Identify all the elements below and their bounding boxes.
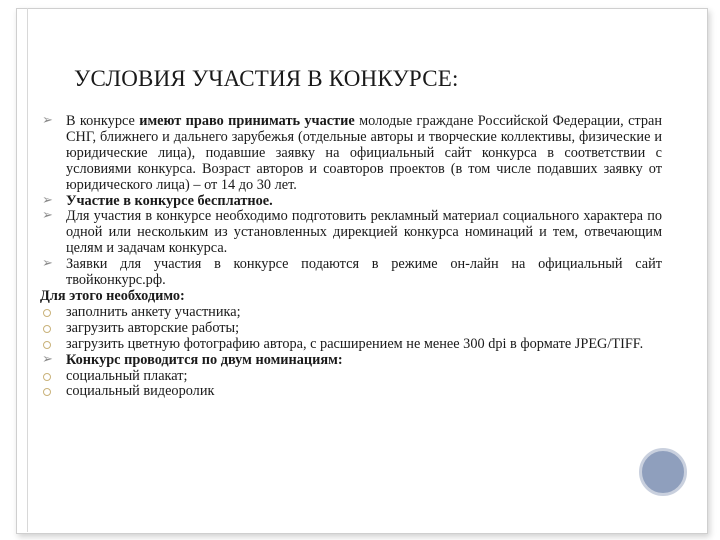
circle-bullet-icon — [42, 369, 56, 385]
list-item-upload-works — [40, 321, 662, 337]
list-item-poster — [40, 369, 662, 385]
conditions-list — [40, 114, 662, 400]
circle-bullet-icon — [42, 305, 56, 321]
list-item-upload-photo — [40, 337, 662, 353]
arrow-icon — [42, 353, 56, 369]
list-item-free-participation — [40, 194, 662, 210]
decorative-circle — [639, 448, 687, 496]
arrow-icon — [42, 209, 56, 225]
text-run: загрузить авторские работы; — [66, 319, 240, 336]
arrow-icon — [42, 194, 56, 210]
circle-bullet-icon — [42, 321, 56, 337]
text-run: Заявки для участия в конкурсе подаются в режиме он-лайн на официальный сайт твойконкурс.рф. — [66, 256, 662, 289]
text-run: заполнить анкету участника; — [66, 303, 241, 320]
circle-bullet-icon — [42, 384, 56, 400]
text-run: социальный видеоролик — [66, 383, 215, 400]
list-item-online-application — [40, 257, 662, 289]
text-run-bold: имеют право принимать участие — [139, 113, 355, 129]
list-item-fill-form — [40, 305, 662, 321]
arrow-icon — [42, 114, 56, 130]
text-run-bold: Конкурс проводится по двум номинациям: — [66, 351, 343, 368]
arrow-icon — [42, 257, 56, 273]
list-item-video — [40, 384, 662, 400]
slide-title: УСЛОВИЯ УЧАСТИЯ В КОНКУРСЕ: — [74, 66, 459, 91]
slide-margin-line — [27, 8, 28, 532]
text-run-bold: Для этого необходимо: — [40, 287, 185, 304]
list-item-materials — [40, 209, 662, 257]
text-run: молодые граждане Российской Федерации, стран СНГ, ближнего и дальнего зарубежья (отдельные авторы и творческие коллективы, физические и юридические лица), подавшие заявку на официальный сайт конкурса в соответствии с условиями конкурса. Возраст авторов и соавторов проектов (в том числе подавших заявку от юридического лица) – от 14 до 30 лет. — [66, 113, 662, 193]
list-item-eligibility — [40, 114, 662, 194]
text-run: В конкурсе — [66, 113, 140, 129]
text-run-bold: Участие в конкурсе бесплатное. — [66, 192, 273, 209]
text-run: загрузить цветную фотографию автора, с расширением не менее 300 dpi в формате JPEG/TIFF. — [66, 335, 644, 352]
list-item-requirements-heading — [40, 289, 662, 305]
text-run: Для участия в конкурсе необходимо подготовить рекламный материал социального характера по одной или нескольким из установленных дирекцией конкурса номинаций и тем, отвечающим целям и задачам конкурса. — [66, 208, 662, 257]
list-item-nominations — [40, 353, 662, 369]
circle-bullet-icon — [42, 337, 56, 353]
text-run: социальный плакат; — [66, 367, 188, 384]
